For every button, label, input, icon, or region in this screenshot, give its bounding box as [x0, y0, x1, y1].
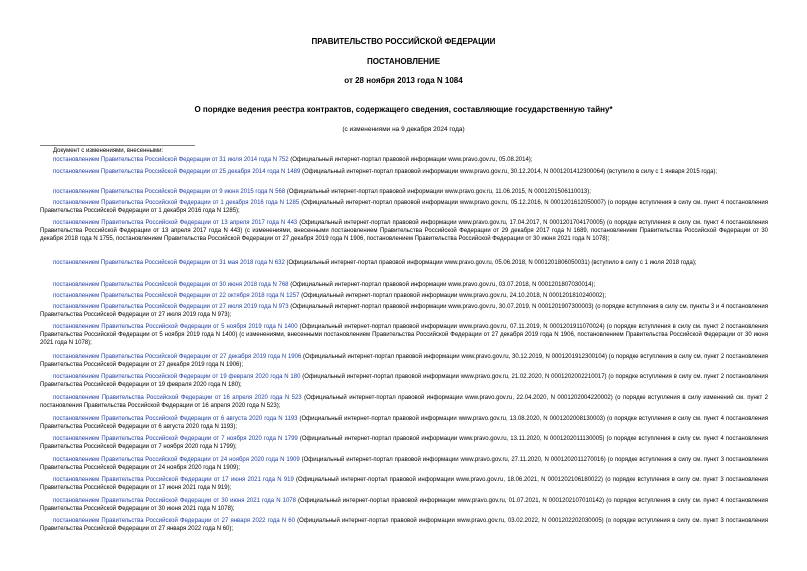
amendment-link[interactable]: постановлением Правительства Российской Федерации от 13 апреля 2017 года N 443	[53, 220, 298, 226]
amendment-item	[40, 497, 768, 513]
amendment-link[interactable]: постановлением Правительства Российской Федерации от 25 декабря 2014 года N 1489	[53, 169, 301, 175]
amendment-item	[40, 373, 768, 389]
amendment-item	[40, 281, 768, 289]
issuer-heading: ПРАВИТЕЛЬСТВО РОССИЙСКОЙ ФЕДЕРАЦИИ	[311, 37, 496, 46]
amendment-source: (Официальный интернет-портал правовой информации www.pravo.gov.ru, 07.11.2019, N 0001201911070024) (о порядке вступления в силу см. пункт 2 постановления Правительства Российской Федерации от 5 ноября 2019 года N 1400) (с изменениями, внесенными постановлением Правительства Российской Федерации от 27 декабря 2019 года N 1906, постановлением Правительства Российской Федерации от 30 июня 2021 года N 1078);	[40, 324, 769, 346]
amendment-source: (Официальный интернет-портал правовой информации www.pravo.gov.ru, 05.06.2018, N 0001201806050031) (вступило в силу с 1 июля 2018 года);	[284, 260, 697, 266]
amendment-item	[40, 156, 768, 164]
amendment-item	[40, 353, 768, 369]
amendment-link[interactable]: постановлением Правительства Российской Федерации от 16 апреля 2020 года N 523	[53, 395, 302, 401]
amendment-source: (Официальный интернет-портал правовой информации www.pravo.gov.ru, 05.08.2014);	[288, 157, 533, 163]
amendment-source: (Официальный интернет-портал правовой информации www.pravo.gov.ru, 03.07.2018, N 0001201807030014);	[288, 282, 596, 288]
amendment-item	[40, 292, 768, 300]
amendment-link[interactable]: постановлением Правительства Российской Федерации от 7 ноября 2020 года N 1799	[53, 436, 298, 442]
amendment-source: (Официальный интернет-портал правовой информации www.pravo.gov.ru, 30.12.2019, N 0001201912300104) (о порядке вступления в силу см. пункт 2 постановления Правительства Российской Федерации от 27 декабря 2019 года N 1906);	[40, 354, 768, 368]
amendment-link[interactable]: постановлением Правительства Российской Федерации от 27 января 2022 года N 60	[53, 518, 295, 524]
amendment-source: (Официальный интернет-портал правовой информации www.pravo.gov.ru, 17.04.2017, N 0001201704170005) (о порядке вступления в силу см. пункт 4 постановления Правительства Российской Федерации от 13 апреля 2017 года N 443) (с изменениями, внесенными постановлением Правительства Российской Федерации от 29 декабря 2017 года N 1689, постановлением Правительства Российской Федерации от 30 декабря 2018 года N 1755, постановлением Правительства Российской Федерации от 27 декабря 2019 года N 1906, постановлением Правительства Российской Федерации от 30 июня 2021 года N 1078);	[40, 220, 769, 242]
amendment-link[interactable]: постановлением Правительства Российской Федерации от 17 июня 2021 года N 919	[53, 477, 294, 483]
document-type-heading: ПОСТАНОВЛЕНИЕ	[366, 57, 441, 66]
amendment-link[interactable]: постановлением Правительства Российской Федерации от 24 ноября 2020 года N 1909	[53, 457, 300, 463]
amendment-source: (Официальный интернет-портал правовой информации www.pravo.gov.ru, 21.02.2020, N 0001202002210017) (о порядке вступления в силу см. пункт 2 постановления Правительства Российской Федерации от 19 февраля 2020 года N 180);	[40, 374, 768, 388]
amendment-source: (Официальный интернет-портал правовой информации www.pravo.gov.ru, 24.10.2018, N 0001201810240002);	[299, 293, 607, 299]
document-date-heading: от 28 ноября 2013 года N 1084	[344, 76, 463, 85]
amendment-item	[40, 199, 768, 215]
amendment-link[interactable]: постановлением Правительства Российской Федерации от 1 декабря 2016 года N 1285	[53, 200, 300, 206]
amendment-link[interactable]: постановлением Правительства Российской Федерации от 19 февраля 2020 года N 180	[53, 374, 301, 380]
amendment-item	[40, 435, 768, 451]
amendment-item	[40, 168, 768, 176]
divider	[40, 145, 195, 146]
amendment-source: (Официальный интернет-портал правовой информации www.pravo.gov.ru, 18.06.2021, N 0001202106180022) (о порядке вступления в силу см. пункт 3 постановления Правительства Российской Федерации от 17 июня 2021 года N 919);	[40, 477, 768, 491]
amendment-link[interactable]: постановлением Правительства Российской Федерации от 30 июня 2021 года N 1078	[53, 498, 296, 504]
amendment-item	[40, 517, 768, 533]
amendment-link[interactable]: постановлением Правительства Российской Федерации от 31 мая 2018 года N 632	[53, 260, 285, 266]
amendment-source: (Официальный интернет-портал правовой информации www.pravo.gov.ru, 30.07.2019, N 0001201907300003) (о порядке вступления в силу см. пункты 3 и 4 постановления Правительства Российской Федерации от 27 июля 2019 года N 973);	[40, 304, 769, 318]
amendment-item	[40, 303, 768, 319]
amendment-source: (Официальный интернет-портал правовой информации www.pravo.gov.ru, 05.12.2016, N 0001201612050007) (о порядке вступления в силу см. пункт 4 постановления Правительства Российской Федерации от 1 декабря 2016 года N 1285);	[40, 200, 769, 214]
amendment-link[interactable]: постановлением Правительства Российской Федерации от 31 июля 2014 года N 752	[53, 157, 289, 163]
amendment-source: (Официальный интернет-портал правовой информации www.pravo.gov.ru, 01.07.2021, N 0001202107010142) (о порядке вступления в силу см. пункт 4 постановления Правительства Российской Федерации от 30 июня 2021 года N 1078);	[40, 498, 768, 512]
amendment-link[interactable]: постановлением Правительства Российской Федерации от 27 декабря 2019 года N 1906	[53, 354, 302, 360]
amendment-source: (Официальный интернет-портал правовой информации www.pravo.gov.ru, 22.04.2020, N 0001202004220002) (о порядке вступления в силу изменений см. пункт 2 постановления Правительства Российской Федерации от 16 апреля 2020 года N 523);	[40, 395, 769, 409]
amendment-link[interactable]: постановлением Правительства Российской Федерации от 22 октября 2018 года N 1257	[53, 293, 300, 299]
amendment-item	[40, 323, 768, 347]
amendment-item	[40, 259, 768, 267]
amendment-link[interactable]: постановлением Правительства Российской Федерации от 9 июня 2015 года N 568	[53, 189, 286, 195]
amendment-link[interactable]: постановлением Правительства Российской Федерации от 5 ноября 2019 года N 1400	[53, 324, 298, 330]
amendment-item	[40, 415, 768, 431]
amendment-link[interactable]: постановлением Правительства Российской Федерации от 27 июля 2019 года N 973	[53, 304, 289, 310]
revision-note: (с изменениями на 9 декабря 2024 года)	[342, 126, 465, 133]
amendment-item	[40, 456, 768, 472]
amendment-item	[40, 219, 768, 243]
amendment-item	[40, 188, 768, 196]
amendment-source: (Официальный интернет-портал правовой информации www.pravo.gov.ru, 13.11.2020, N 0001202011130005) (о порядке вступления в силу см. пункт 4 постановления Правительства Российской Федерации от 7 ноября 2020 года N 1799);	[40, 436, 768, 450]
amendment-source: (Официальный интернет-портал правовой информации www.pravo.gov.ru, 13.08.2020, N 0001202008130003) (о порядке вступления в силу см. пункт 4 постановления Правительства Российской Федерации от 6 августа 2020 года N 1193);	[40, 416, 768, 430]
amendment-item	[40, 476, 768, 492]
document-title: О порядке ведения реестра контрактов, содержащего сведения, составляющие государственную тайну*	[194, 105, 613, 114]
amendment-source: (Официальный интернет-портал правовой информации www.pravo.gov.ru, 27.11.2020, N 0001202011270016) (о порядке вступления в силу см. пункт 3 постановления Правительства Российской Федерации от 24 ноября 2020 года N 1909);	[40, 457, 768, 471]
amendment-link[interactable]: постановлением Правительства Российской Федерации от 30 июня 2018 года N 768	[53, 282, 289, 288]
amendment-source: (Официальный интернет-портал правовой информации www.pravo.gov.ru, 03.02.2022, N 0001202202030005) (о порядке вступления в силу см. пункт 3 постановления Правительства Российской Федерации от 27 января 2022 года N 60);	[40, 518, 768, 532]
amendment-source: (Официальный интернет-портал правовой информации www.pravo.gov.ru, 30.12.2014, N 0001201412300064) (вступило в силу с 1 января 2015 года);	[300, 169, 718, 175]
amendment-link[interactable]: постановлением Правительства Российской Федерации от 6 августа 2020 года N 1193	[53, 416, 298, 422]
amendments-label: Документ с изменениями, внесенными:	[53, 148, 164, 154]
amendment-source: (Официальный интернет-портал правовой информации www.pravo.gov.ru, 11.06.2015, N 0001201506110013);	[285, 189, 591, 195]
amendment-item	[40, 394, 768, 410]
